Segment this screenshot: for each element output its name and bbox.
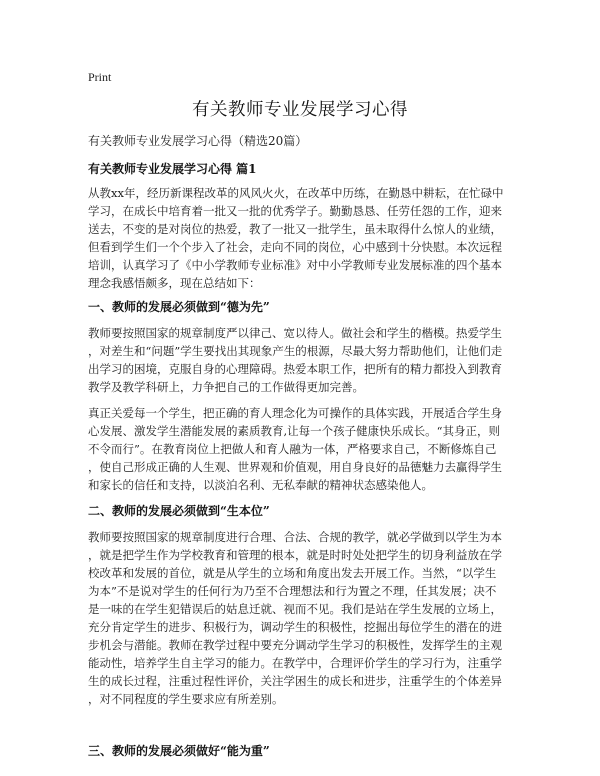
text-line: 和家长的信任和支持，以淡泊名利、无私奉献的精神状态感染他人。: [88, 478, 433, 492]
text-line: 步机会与潜能。教师在教学过程中要充分调动学生学习的积极性，发挥学生的主观: [88, 638, 502, 652]
section1-paragraph-1: [88, 324, 518, 396]
text-line: 充分肯定学生的进步、积极行为，调动学生的积极性，挖掘出每位学生的潜在的进: [88, 620, 502, 634]
text-line: ，对差生和“问题”学生要找出其现象产生的根源，尽最大努力帮助他们，让他们走: [88, 344, 503, 358]
text-line: 出学习的困境，克服自身的心理障碍。热爱本职工作，把所有的精力都投入到教育: [88, 362, 502, 376]
text-line: 教师要按照国家的规章制度严以律己、宽以待人。做社会和学生的楷模。热爱学生: [88, 326, 502, 340]
text-line: 校改革和发展的首位，就是从学生的立场和角度出发去开展工作。当然，“以学生: [88, 566, 497, 580]
text-line: 为本”不是说对学生的任何行为乃至不合理想法和行为置之不理，任其发展；决不: [88, 584, 497, 598]
text-line: 从教xx年，经历新课程改革的风风火火，在改革中历练，在勤恳中耕耘，在忙碌中: [88, 186, 504, 200]
text-line: 是一味的在学生犯错误后的姑息迁就、视而不见。我们是站在学生发展的立场上，: [88, 602, 502, 616]
section2-paragraph-1: [88, 528, 518, 708]
text-line: ，对不同程度的学生要求应有所差别。: [88, 692, 284, 706]
text-line: 不令而行”。在教育岗位上把做人和育人融为一体，严格要求自己，不断修炼自己: [88, 442, 497, 456]
text-line: 理念我感悟颇多，现在总结如下：: [88, 276, 261, 290]
section1-paragraph-2: [88, 404, 518, 494]
print-label: Print: [88, 70, 112, 84]
section-heading-1: 一、教师的发展必须做到“德为先”: [88, 300, 270, 314]
text-line: 心发展、激发学生潜能发展的素质教育,让每一个孩子健康快乐成长。“其身正，则: [88, 424, 501, 438]
text-line: 教师要按照国家的规章制度进行合理、合法、合规的教学，就必学做到以学生为本: [88, 530, 502, 544]
text-line: 送去，不变的是对岗位的热爱，教了一批又一批学生，虽未取得什么惊人的业绩，: [88, 222, 502, 236]
text-line: 但看到学生们一个个步入了社会，走向不同的岗位，心中感到十分快慰。本次远程: [88, 240, 502, 254]
text-line: 真正关爱每一个学生，把正确的育人理念化为可操作的具体实践，开展适合学生身: [88, 406, 502, 420]
text-line: ，使自己形成正确的人生观、世界观和价值观，用自身良好的品德魅力去赢得学生: [88, 460, 502, 474]
section-heading-2: 二、教师的发展必须做到“生本位”: [88, 504, 270, 518]
text-line: 教学及教学科研上，力争把自己的工作做得更加完善。: [88, 380, 364, 394]
page-subtitle: 有关教师专业发展学习心得（精选20篇）: [88, 134, 308, 148]
text-line: 能动性，培养学生自主学习的能力。在教学中，合理评价学生的学习行为，注重学: [88, 656, 502, 670]
section-heading-3: 三、教师的发展必须做好“能为重”: [88, 744, 270, 758]
text-line: 学习，在成长中培育着一批又一批的优秀学子。勤勤恳恳、任劳任怨的工作，迎来: [88, 204, 502, 218]
text-line: ，就是把学生作为学校教育和管理的根本，就是时时处处把学生的切身利益放在学: [88, 548, 502, 562]
page-title: 有关教师专业发展学习心得: [192, 100, 408, 120]
part-heading: 有关教师专业发展学习心得 篇1: [88, 162, 257, 176]
text-line: 生的成长过程，注重过程性评价，关注学困生的成长和进步，注重学生的个体差异: [88, 674, 502, 688]
intro-paragraph: [88, 184, 518, 292]
text-line: 培训，认真学习了《中小学教师专业标准》对中小学教师专业发展标准的四个基本: [88, 258, 502, 272]
